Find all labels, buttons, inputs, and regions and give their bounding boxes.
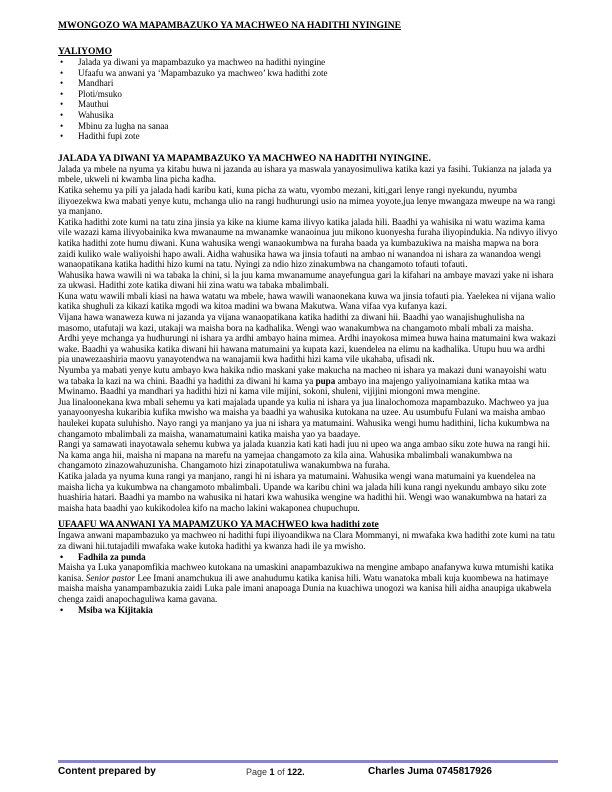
footer-credit: Content prepared by: [58, 766, 156, 777]
paragraph: Ingawa anwani mapambazuko ya machweo ni hadithi fupi iliyoandikwa na Clara Mommanyi, ni mwafaka kwa hadithi zote kumi na tatu za diwani hii.tutajadili mwafaka wake kutoka hadithi ya kwanza hadi ile ya mwisho.: [58, 530, 555, 551]
toc-item: • Hadithi fupi zote: [58, 131, 558, 142]
toc-list: [58, 57, 558, 142]
paragraph: Katika sehemu ya pili ya jalada hadi karibu kati, kuna picha za watu, vyombo mezani, kiti,gari lenye rangi nyekundu, nyumba iliyoezekwa kwa mabati yenye kutu, mchanga ulio na rangi hudhurungi usio na mimea yoyote,jua lenye mwangaza mweupe na wa rangi ya manjano.: [58, 184, 556, 217]
paragraph: Katika hadithi zote kumi na tatu zina jinsia ya kike na kiume kama ilivyo katika jalada hili. Baadhi ya wahisika ni watu wazima kama vile wazazi kama ilivyobainika kwa mwanaume na mwanamke wanaoinua juu mikono kuonyesha furaha iliyopindukia. Na ndivyo ilivyo katika hadithi zote humu diwani. Kuna wahusika wengi wanaokumbwa na furaha baada ya kumbazukiwa na maisha mapwa na bora zaidi kuliko wale waliyoishi hapo awali. Aidha wahusika hawa wa jinsia tofauti na ambao ni wanandoa ni ishara za wanandoa wengi wanaopatikana katika hadithi hizo kumi na tatu. Nyingi za ndio hizo zinakumbwa na changamoto tofauti tofauti.: [58, 216, 558, 270]
paragraph: [58, 562, 558, 604]
document-page: [58, 20, 558, 615]
paragraph: Jua linaloonekana kwa mbali sehemu ya kati majalada upande ya kulia ni ishara ya jua linalochomoza mapambazuko. Machweo ya jua yanayoonyesha kukaribia kufika mwisho wa maisha ya baadhi ya wahusika kutokana na uzee. Au usumbufu Fulani wa maisha ambao haulekei kupata suluhisho. Nayo rangi ya manjano ya jua ni ishara ya matumaini. Wahusika wengi humu hadithini, licha kukumbwa na changamoto mbalimbali za maisha, wanamatumaini katika maisha yao ya baadaye.: [58, 396, 550, 439]
section-body-jalada: [58, 164, 558, 514]
page-footer: [58, 766, 558, 780]
page-current: 1: [269, 767, 275, 777]
section-heading-jalada: JALADA YA DIWANI YA MAPAMBAZUKO YA MACHWEO NA HADITHI NYINGINE.: [58, 152, 431, 164]
text-run: Maisha ya Luka yanapomfikia machweo kutokana na umaskini anapambazukiwa na mengine ambapo anafanywa kuwa mtumishi katika kanisa.: [58, 562, 554, 583]
italic-term: Senior pastor: [85, 572, 136, 583]
footer-rule: [58, 760, 558, 763]
page-number: [246, 767, 305, 777]
footer-author: Charles Juma 0745817926: [368, 766, 492, 777]
toc-heading: YALIYOMO: [58, 46, 113, 57]
toc-item: • Wahusika: [58, 110, 558, 121]
toc-item: • Mbinu za lugha na sanaa: [58, 121, 558, 132]
toc-item: • Ploti/msuko: [58, 89, 558, 100]
toc-item: • Mandhari: [58, 78, 558, 89]
paragraph: Jalada ya mbele na nyuma ya kitabu huwa ni jazanda au ishara ya maswala yanayosimuliwa katika kazi ya fasihi. Tukianza na jalada ya mbele, ukweli ni kwamba lina picha kadha.: [58, 163, 552, 185]
paragraph: Ardhi yeye mchanga ya hudhurungi ni ishara ya ardhi ambayo haina mimea. Ardhi inayokosa mimea huwa haina matumaini kwa wakazi wake. Baadhi ya wahusika katika diwani hii hawana matumaini ya kupata kazi, kuendelea na elimu na kadhalika. Utupu huu wa ardhi pia unawezaashiria maovu yanayotendwa na wanajamii kwa hadithi hizi kama vile ukahaba, ufisadi nk.: [58, 333, 556, 365]
page-of: of: [277, 767, 285, 777]
paragraph: Wahusika hawa wawili ni wa tabaka la chini, si la juu kama mwanamume anayefungua gari la kifahari na ambaye mavazi yake ni ishara za ukwasi. Hadithi zote katika diwani hii zina watu wa tabaka mbalimbali.: [58, 269, 554, 291]
toc-item: • Mauthui: [58, 99, 558, 110]
paragraph: Vijana hawa wanaweza kuwa ni jazanda ya vijana wanaopatikana katika hadithi za diwani hii. Baadhi yao wanajishughulisha na masomo, utafutaji wa kazi, utakaji wa maisha bora na kadhalika. Wengi wao wanakumbwa na changamoto mbali mbali za maisha.: [58, 312, 534, 333]
paragraph: Kuna watu wawili mbali kiasi na hawa watatu wa mbele, hawa wawili wanaonekana kuwa wa jinsia tofauti pia. Yaelekea ni vijana walio katika shughuli za kikazi katika mgodi wa kitoa madini wa bwana Makutwa. Wana vifaa vya kufanya kazi.: [58, 290, 556, 312]
page-label: Page: [246, 767, 268, 777]
text-run: Lee Imani anamchukua ili awe anahudumu katika kanisa hili. Watu wanatoka mbali kuja kuombewa na hatimaye maisha maisha yanampambazukia zaidi Luka pale imani anapoaga Dunia na kuachiwa unogozi wa kanisa hili aidha anaupiga ukabwela chenga zaidi anapochaguliwa kama gavana.: [58, 572, 552, 604]
document-title: MWONGOZO WA MAPAMBAZUKO YA MACHWEO NA HADITHI NYINGINE: [58, 20, 401, 31]
toc-item: • Jalada ya diwani ya mapambazuko ya machweo na hadithi nyingine: [58, 57, 558, 68]
section-heading-ufaafu: UFAAFU WA ANWANI YA MAPAMZUKO YA MACHWEO kwa hadithi zote: [58, 519, 379, 531]
paragraph: Rangi ya samawati inayotawala sehemu kubwa ya jalada kuanzia kati kati hadi juu ni upeo wa anga ambao siku zote huwa na rangi hii. Na kama anga hii, maisha ni mapana na marefu na yamejaa changamoto za kila aina. Wahusika mbalimbali wanakumbwa na changamoto zinazowahuzunisha. Changamoto hizi zinapotatuliwa wanakumbwa na furaha.: [58, 439, 550, 471]
bold-phrase: pupa: [315, 375, 336, 386]
paragraph: Katika jalada ya nyuma kuna rangi ya manjano, rangi hi ni ishara ya matumaini. Wahusika wengi wana matumaini ya kuendelea na maisha licha ya kukumbwa na changamoto mbalimbali. Upande wa karibu chini wa jalada hili kuna rangi nyekundu ambayo siku zote huashiria hatari. Baadhi ya mambo na wahusika ni hatari kwa wahusika wengine wa hadithi hii. Wengi wao wanakumbwa na hatari za maisha hata baadhi yao kukikodolea kifo na macho lakini wakaponea chupuchupu.: [58, 470, 547, 513]
paragraph: Nyumba ya mabati yenye kutu ambayo kwa hakika ndio maskani yake makucha na macheo ni ishara ya makazi duni wanayoishi watu wa tabaka la kazi na wa chini. Baadhi ya hadithi za diwani hi kama ya pupa ambayo ina majengo yaliyoinamiana katika mtaa wa Mwinamo. Baadhi ya mandhari ya hadithi hizi ni kama vile mijini, sokoni, shuleni, vijijini miongoni mwa mengine.: [58, 365, 547, 397]
page-total: 122.: [287, 767, 305, 777]
toc-item: • Ufaafu wa anwani ya ‘Mapambazuko ya machweo’ kwa hadithi zote: [58, 68, 558, 79]
subsection-title: • Msiba wa Kijitakia: [58, 605, 558, 616]
subsection-title: • Fadhila za punda: [58, 552, 558, 563]
